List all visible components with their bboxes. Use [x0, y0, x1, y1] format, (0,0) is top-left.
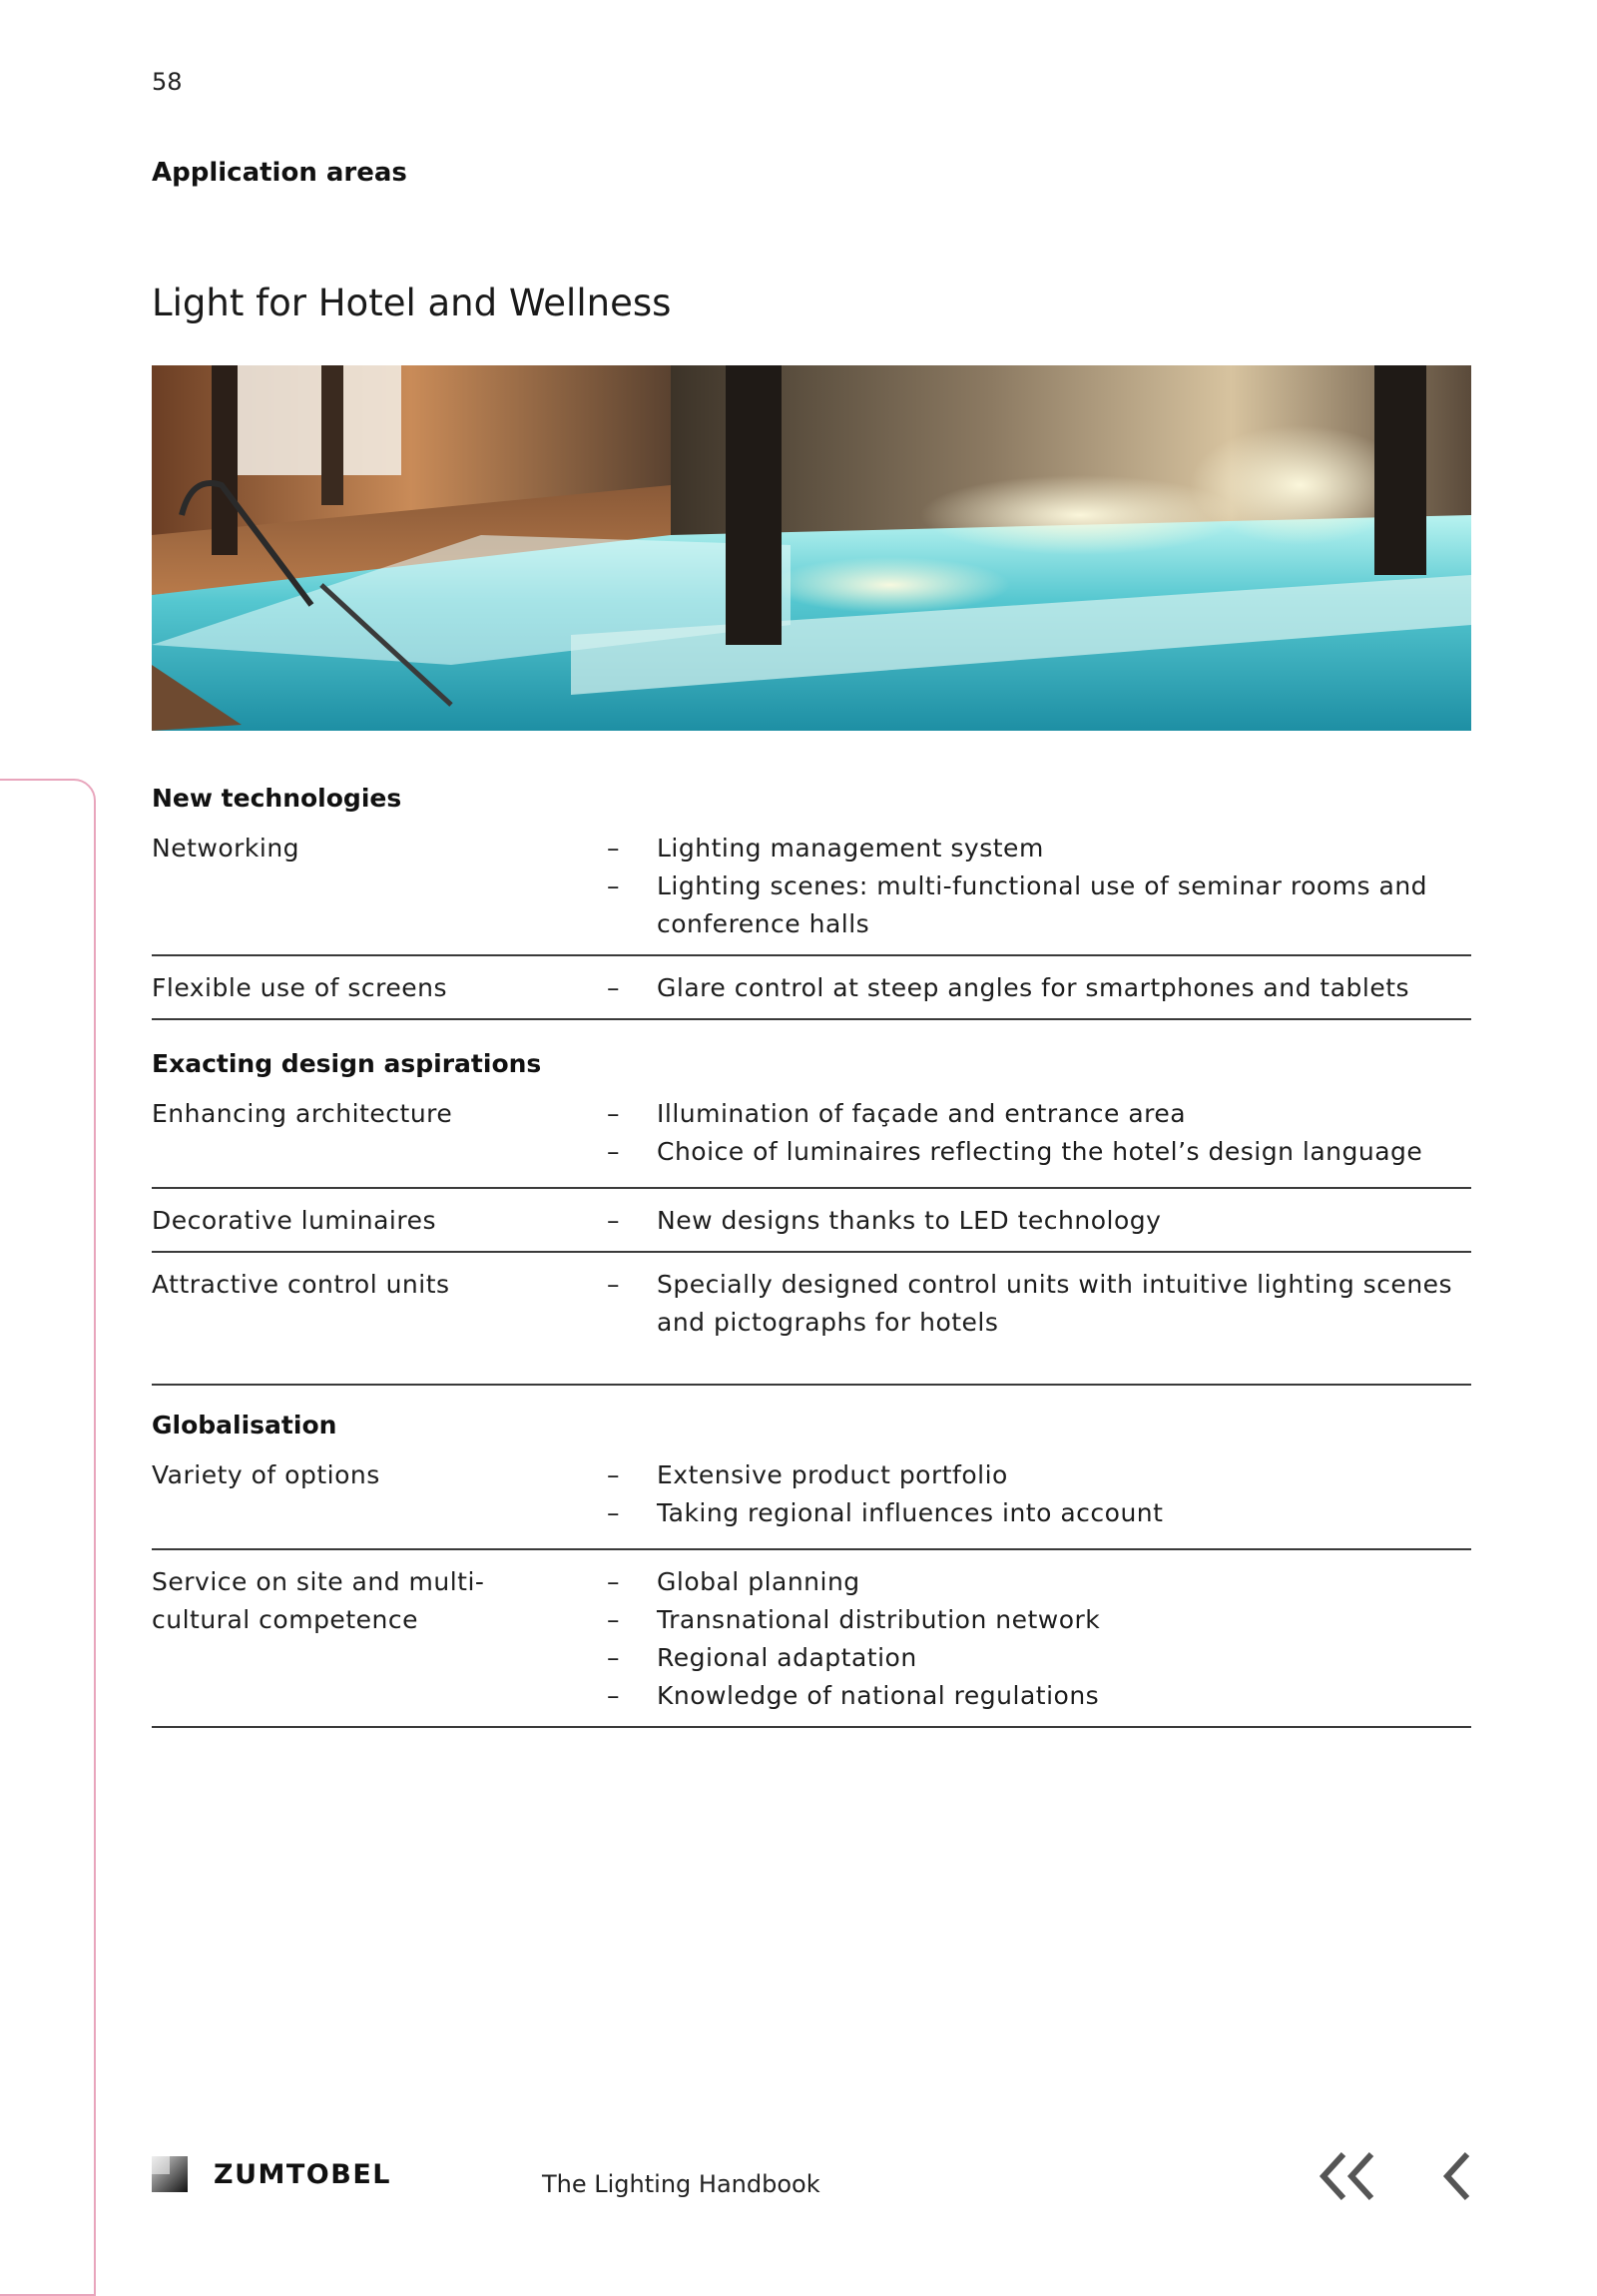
- list-item: – Taking regional influences into account: [607, 1494, 1471, 1532]
- list-item: – Global planning: [607, 1563, 1471, 1601]
- list-item: – Choice of luminaires reflecting the hotel’s design language: [607, 1133, 1471, 1171]
- list-item: – Regional adaptation: [607, 1639, 1471, 1677]
- hero-image: [152, 365, 1471, 731]
- list-item: – Specially designed control units with intuitive lighting scenes and pictographs for hotels: [607, 1266, 1471, 1342]
- zumtobel-logo-icon: [152, 2156, 188, 2192]
- table-row: [152, 1082, 1471, 1189]
- page-title: Light for Hotel and Wellness: [152, 282, 672, 324]
- list-item: – New designs thanks to LED technology: [607, 1202, 1471, 1240]
- list-item: – Glare control at steep angles for smartphones and tablets: [607, 969, 1471, 1007]
- group-globalisation: [152, 1408, 1471, 1728]
- row-label: Service on site and multi-cultural competence: [152, 1567, 485, 1634]
- row-items: [607, 1095, 1471, 1171]
- row-items: [607, 1266, 1471, 1342]
- table-row: [152, 1550, 1471, 1728]
- list-item: – Lighting scenes: multi-functional use of seminar rooms and conference halls: [607, 867, 1471, 943]
- row-label: Attractive control units: [152, 1270, 450, 1299]
- side-tab-accent: [0, 779, 96, 2296]
- row-label: Variety of options: [152, 1460, 380, 1489]
- table-row: [152, 1443, 1471, 1550]
- group-new-technologies: [152, 781, 1471, 1020]
- table-row: [152, 817, 1471, 956]
- row-label: Enhancing architecture: [152, 1099, 453, 1128]
- table-row: [152, 1189, 1471, 1253]
- group-heading: Exacting design aspirations: [152, 1049, 542, 1078]
- row-items: [607, 1563, 1471, 1715]
- content-table: [152, 775, 1471, 1728]
- list-item: – Lighting management system: [607, 830, 1471, 867]
- handbook-title: The Lighting Handbook: [542, 2170, 820, 2198]
- group-heading: New technologies: [152, 784, 402, 813]
- list-item: – Illumination of façade and entrance area: [607, 1095, 1471, 1133]
- group-design-aspirations: [152, 1046, 1471, 1386]
- pool-photo: [152, 365, 1471, 731]
- list-item: – Transnational distribution network: [607, 1601, 1471, 1639]
- row-items: [607, 830, 1471, 943]
- row-items: [607, 1202, 1471, 1240]
- double-chevron-left-icon[interactable]: [1316, 2148, 1377, 2204]
- row-label: Networking: [152, 834, 300, 862]
- row-label: Decorative luminaires: [152, 1206, 436, 1235]
- list-item: – Extensive product portfolio: [607, 1456, 1471, 1494]
- page-number: 58: [152, 68, 183, 96]
- chevron-left-icon[interactable]: [1435, 2148, 1475, 2204]
- group-heading: Globalisation: [152, 1411, 337, 1439]
- brand-name: ZUMTOBEL: [214, 2158, 391, 2190]
- section-label: Application areas: [152, 158, 407, 188]
- table-row: [152, 956, 1471, 1020]
- list-item: – Knowledge of national regulations: [607, 1677, 1471, 1715]
- row-items: [607, 969, 1471, 1007]
- table-row: [152, 1253, 1471, 1386]
- row-label: Flexible use of screens: [152, 973, 448, 1002]
- row-items: [607, 1456, 1471, 1532]
- brand-logo: [152, 2156, 391, 2192]
